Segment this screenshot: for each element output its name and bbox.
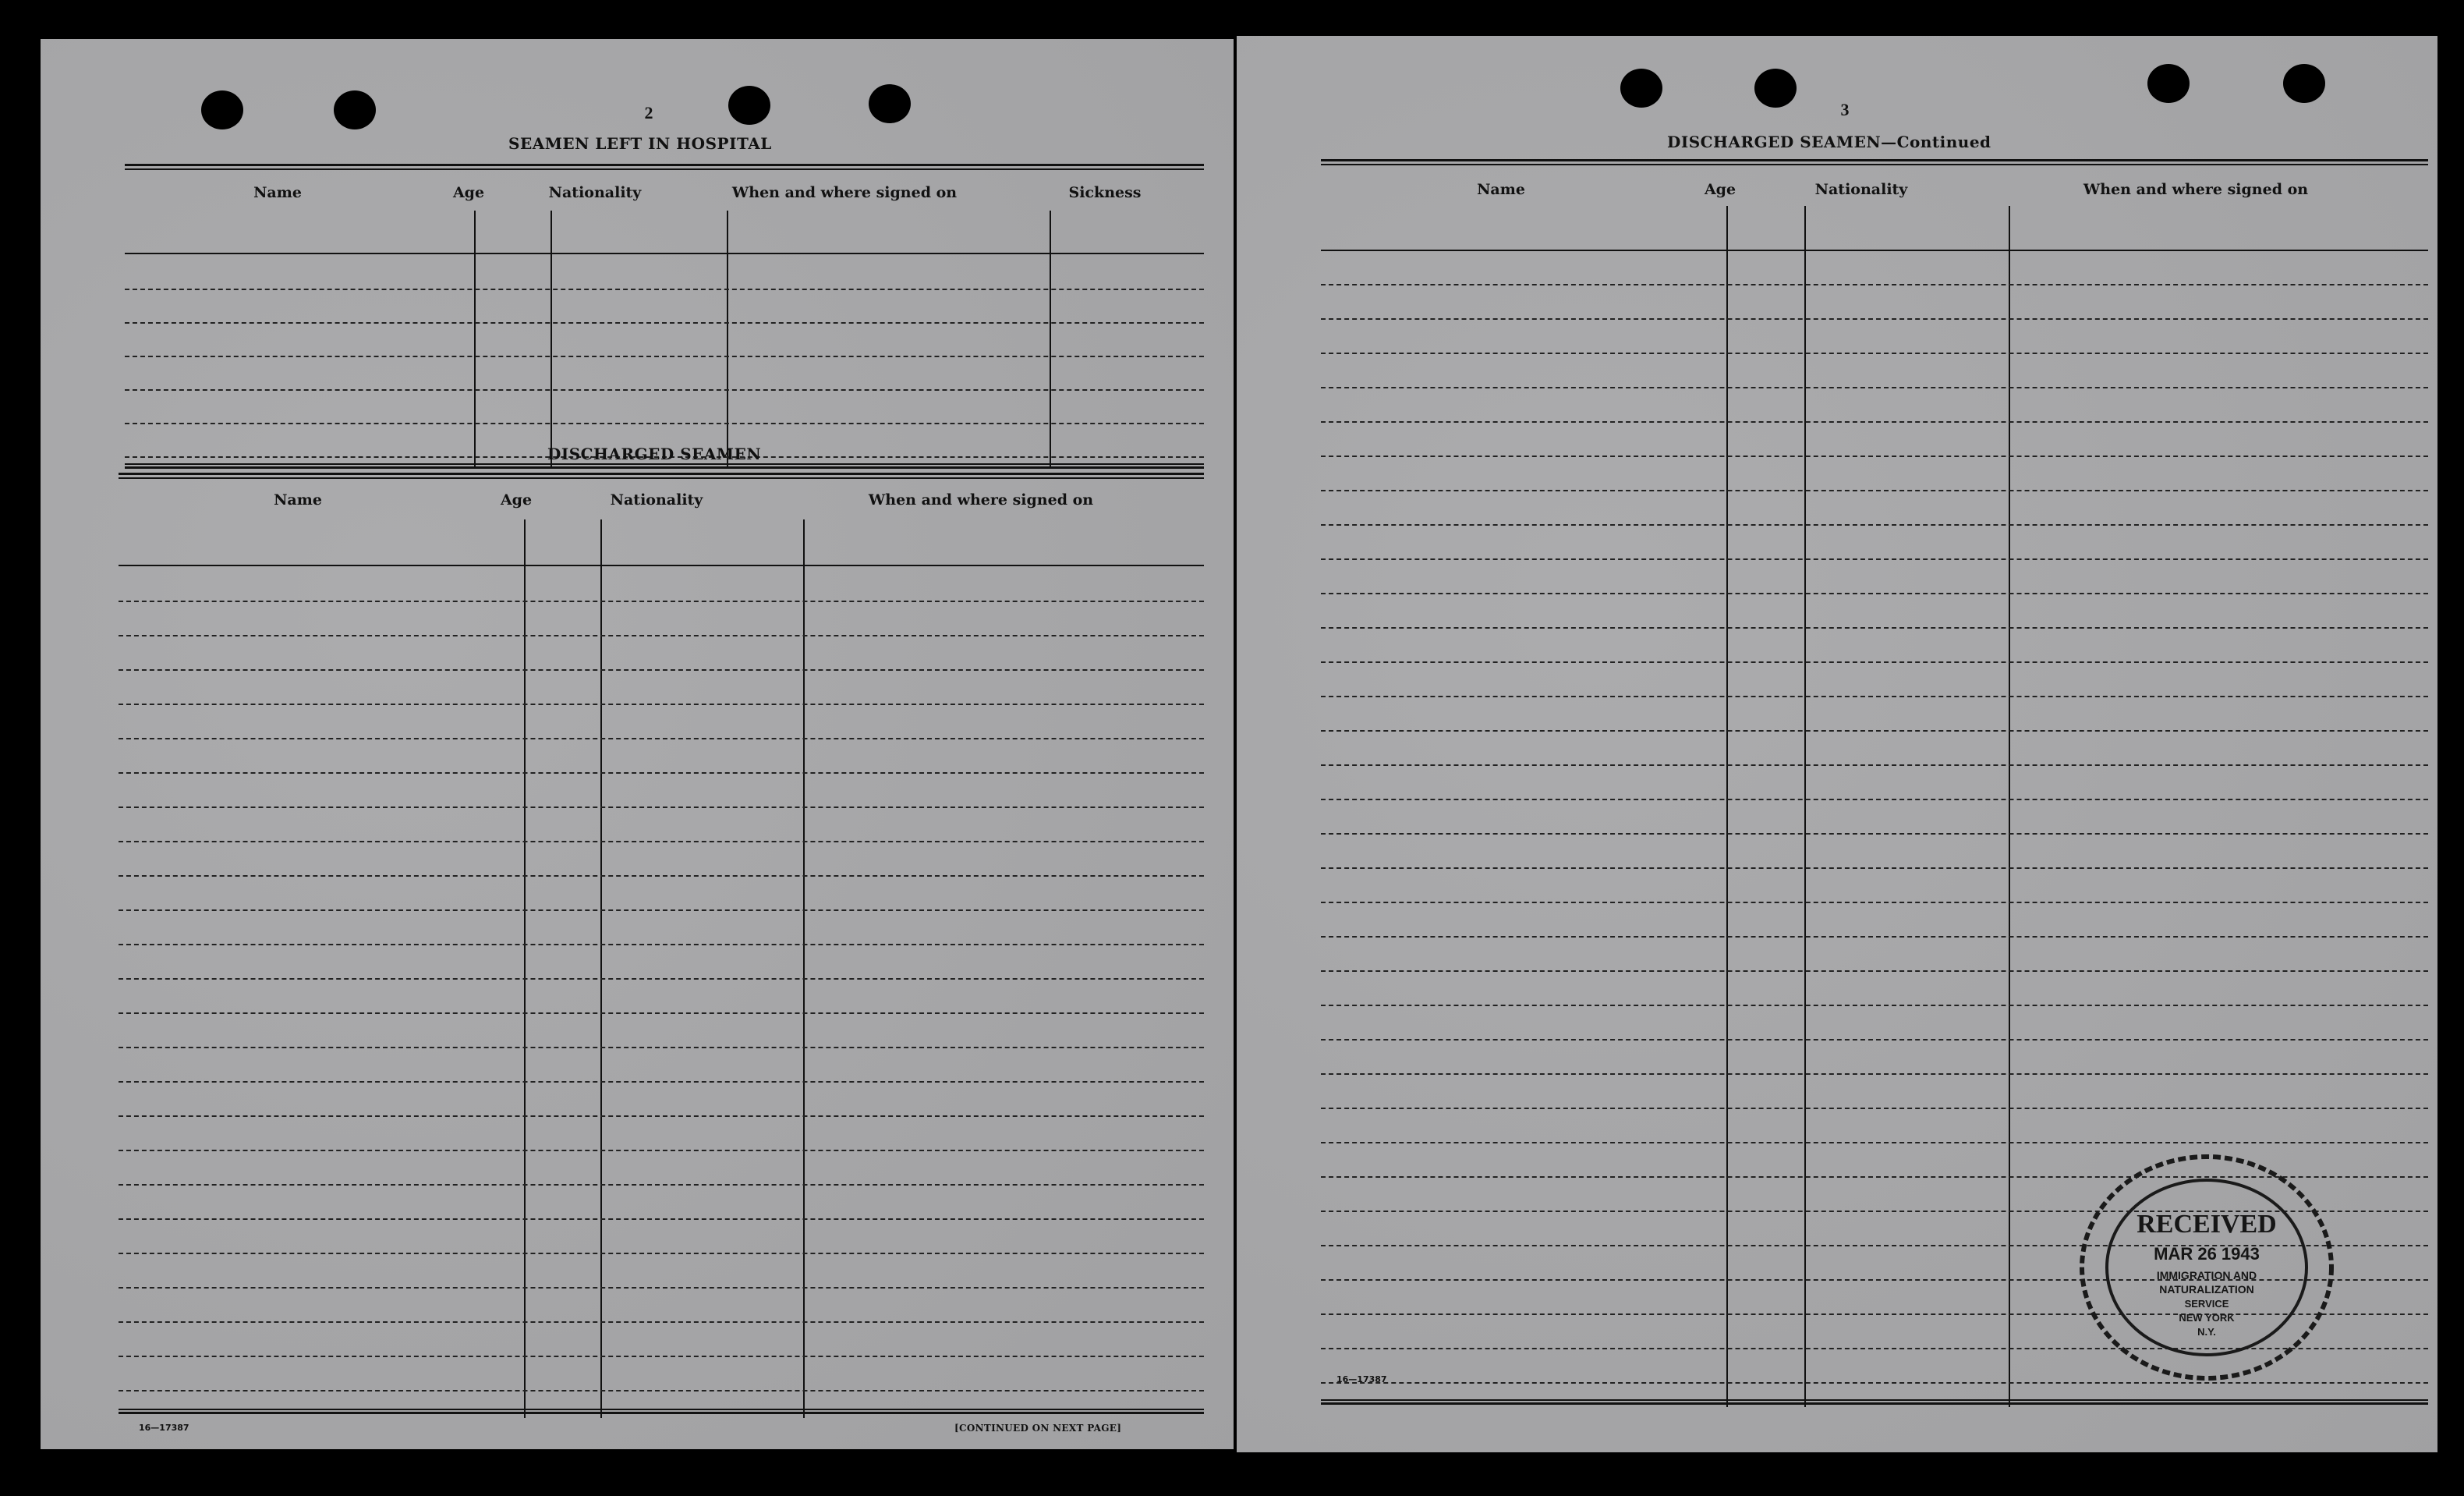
table-row xyxy=(119,1115,1204,1117)
column-divider xyxy=(600,519,602,1418)
stamp-line: N.Y. xyxy=(2197,1326,2216,1338)
page-number: 3 xyxy=(1840,100,1850,119)
col-header-age: Age xyxy=(1704,181,1736,198)
table-bottom-rule xyxy=(125,463,1204,469)
header-rule xyxy=(119,565,1204,566)
col-header-age: Age xyxy=(500,491,533,509)
table-bottom-rule xyxy=(1321,1399,2428,1405)
table-row xyxy=(1321,627,2428,629)
punch-hole xyxy=(2283,64,2325,103)
column-divider xyxy=(524,519,526,1418)
table-row xyxy=(125,356,1204,357)
col-header-name: Name xyxy=(253,184,302,201)
table-top-rule xyxy=(125,164,1204,170)
table-row xyxy=(119,669,1204,671)
col-header-sickness: Sickness xyxy=(1068,184,1142,201)
col-header-age: Age xyxy=(452,184,485,201)
table-row xyxy=(119,1184,1204,1186)
table-row xyxy=(119,1047,1204,1048)
table-row xyxy=(1321,490,2428,491)
table-row xyxy=(119,704,1204,705)
form-number: 16—17387 xyxy=(139,1423,189,1433)
table-row xyxy=(1321,764,2428,766)
col-header-name: Name xyxy=(274,491,322,509)
table-row xyxy=(119,1012,1204,1014)
table-row xyxy=(1321,593,2428,594)
table-row xyxy=(119,1081,1204,1083)
punch-hole xyxy=(2147,64,2190,103)
table-row xyxy=(1321,284,2428,285)
table-row xyxy=(1321,456,2428,457)
table-row xyxy=(1321,1073,2428,1075)
column-divider xyxy=(1050,211,1051,468)
punch-hole xyxy=(728,86,770,125)
column-divider xyxy=(803,519,805,1418)
table-row xyxy=(1321,558,2428,560)
table-row xyxy=(1321,353,2428,354)
table-top-rule xyxy=(119,473,1204,479)
col-header-nationality: Nationality xyxy=(1814,181,1908,198)
table-row xyxy=(119,1150,1204,1151)
punch-hole xyxy=(334,90,376,129)
discharged-continued-title xyxy=(1667,133,1991,151)
table-row xyxy=(125,423,1204,424)
table-row xyxy=(1321,1108,2428,1109)
table-row xyxy=(1321,970,2428,972)
stamp-line: IMMIGRATION AND xyxy=(2156,1269,2257,1282)
hospital-section-title: SEAMEN LEFT IN HOSPITAL xyxy=(508,134,772,153)
col-header-signed-on: When and where signed on xyxy=(868,491,1094,509)
col-header-signed-on: When and where signed on xyxy=(731,184,958,201)
table-row xyxy=(119,806,1204,808)
hospital-table xyxy=(125,164,1204,468)
continued-note: [CONTINUED ON NEXT PAGE] xyxy=(954,1423,1122,1434)
table-row xyxy=(119,909,1204,911)
punch-hole xyxy=(201,90,243,129)
col-header-nationality: Nationality xyxy=(548,184,642,201)
received-stamp xyxy=(2070,1147,2343,1388)
table-row xyxy=(1321,387,2428,388)
stamp-date: MAR 26 1943 xyxy=(2154,1244,2260,1264)
stamp-line: NATURALIZATION xyxy=(2159,1283,2254,1296)
table-row xyxy=(125,289,1204,290)
table-row xyxy=(119,738,1204,739)
stamp-received: RECEIVED xyxy=(2137,1210,2277,1239)
header-rule xyxy=(125,253,1204,254)
punch-hole xyxy=(1754,69,1797,108)
table-row xyxy=(1321,833,2428,835)
table-row xyxy=(1321,902,2428,903)
table-row xyxy=(1321,318,2428,320)
table-row xyxy=(119,1253,1204,1254)
table-row xyxy=(125,389,1204,391)
table-bottom-rule xyxy=(119,1409,1204,1414)
table-row xyxy=(119,1321,1204,1323)
discharged-table xyxy=(119,473,1204,1418)
table-row xyxy=(119,1390,1204,1391)
column-divider xyxy=(727,211,728,468)
punch-hole xyxy=(1620,69,1662,108)
col-header-nationality: Nationality xyxy=(610,491,703,509)
table-row xyxy=(119,1218,1204,1220)
table-row xyxy=(119,1356,1204,1357)
table-row xyxy=(1321,867,2428,869)
title-main: DISCHARGED SEAMEN xyxy=(1667,133,1882,151)
column-divider xyxy=(1804,206,1806,1407)
left-page xyxy=(41,39,1234,1449)
table-row xyxy=(119,944,1204,945)
column-divider xyxy=(551,211,552,468)
table-row xyxy=(1321,730,2428,732)
table-row xyxy=(1321,799,2428,800)
table-row xyxy=(119,772,1204,774)
col-header-name: Name xyxy=(1477,181,1525,198)
table-row xyxy=(1321,661,2428,663)
stamp-line: NEW YORK xyxy=(2179,1312,2235,1324)
table-row xyxy=(119,875,1204,877)
table-row xyxy=(1321,1005,2428,1006)
table-row xyxy=(119,1287,1204,1289)
title-suffix: —Continued xyxy=(1881,133,1991,151)
table-row xyxy=(1321,1039,2428,1040)
table-row xyxy=(119,601,1204,602)
table-row xyxy=(125,322,1204,324)
discharged-section-title: DISCHARGED SEAMEN xyxy=(547,445,762,463)
table-row xyxy=(119,635,1204,636)
column-divider xyxy=(474,211,476,468)
table-row xyxy=(119,841,1204,842)
column-divider xyxy=(1726,206,1728,1407)
header-rule xyxy=(1321,250,2428,251)
column-divider xyxy=(2009,206,2010,1407)
table-row xyxy=(119,978,1204,980)
punch-hole xyxy=(869,84,911,123)
table-row xyxy=(1321,936,2428,938)
table-row xyxy=(1321,696,2428,697)
stamp-line: SERVICE xyxy=(2184,1298,2229,1310)
table-row xyxy=(1321,1142,2428,1143)
form-number: 16—17387 xyxy=(1336,1374,1387,1384)
page-number: 2 xyxy=(644,103,653,122)
table-row xyxy=(1321,421,2428,423)
table-row xyxy=(1321,524,2428,526)
table-top-rule xyxy=(1321,159,2428,165)
col-header-signed-on: When and where signed on xyxy=(2083,181,2309,198)
